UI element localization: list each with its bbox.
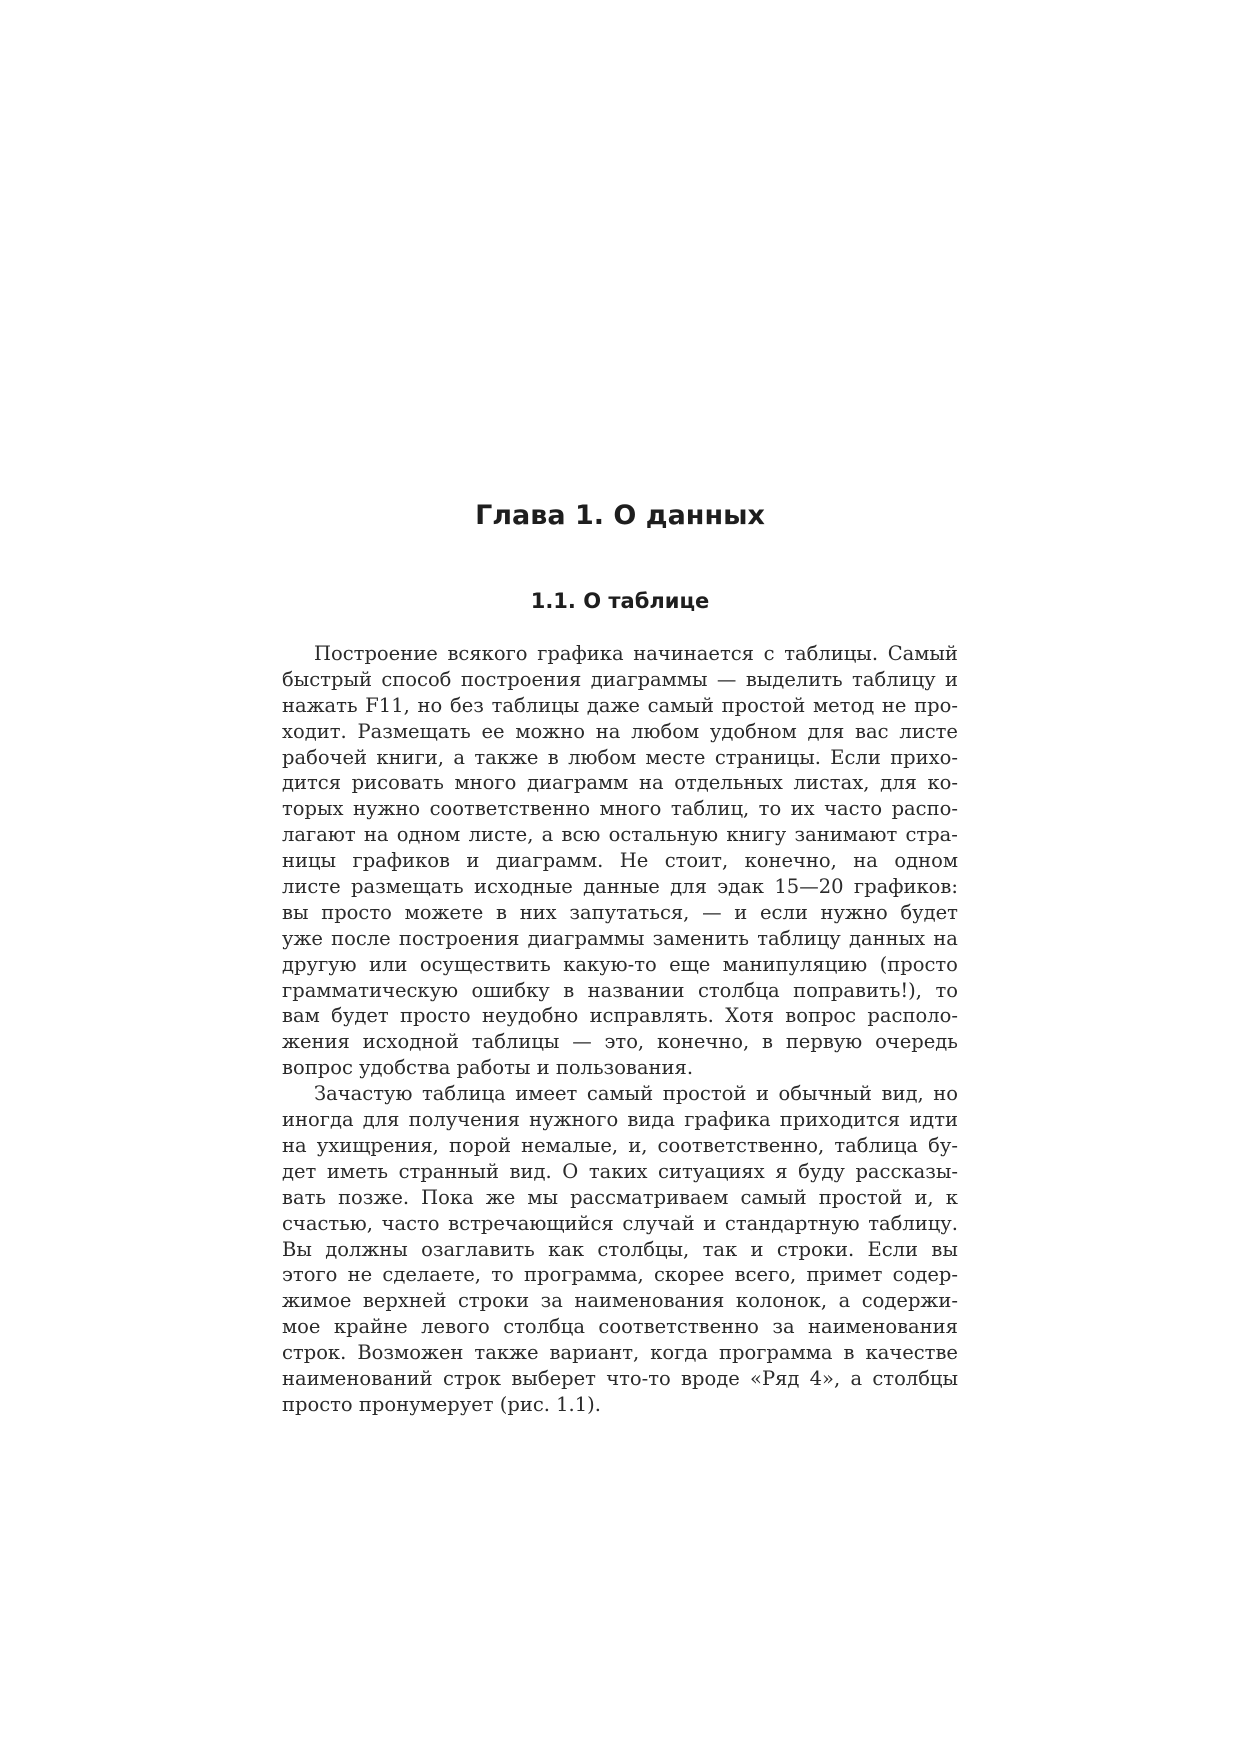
text-line: дет иметь странный вид. О таких ситуациях я буду рассказы-	[282, 1159, 958, 1183]
text-line: строк. Возможен также вариант, когда программа в качестве	[282, 1341, 958, 1365]
text-line: наименований строк выберет что-то вроде «Ряд 4», а столбцы	[282, 1366, 958, 1390]
text-line: жения исходной таблицы — это, конечно, в первую очередь	[282, 1030, 958, 1054]
text-line: рабочей книги, а также в любом месте страницы. Если прихо-	[282, 745, 958, 769]
text-line: счастью, часто встречающийся случай и стандартную таблицу.	[282, 1211, 958, 1235]
text-line: жимое верхней строки за наименования колонок, а содержи-	[282, 1289, 958, 1313]
text-line: вы просто можете в них запутаться, — и если нужно будет	[282, 900, 958, 924]
text-line: Построение всякого графика начинается с таблицы. Самый	[314, 642, 958, 665]
text-line: этого не сделаете, то программа, скорее всего, примет содер-	[282, 1263, 958, 1287]
body-text	[282, 641, 958, 1418]
text-line: другую или осуществить какую-то еще манипуляцию (просто	[282, 952, 958, 976]
text-line: Вы должны озаглавить как столбцы, так и строки. Если вы	[282, 1237, 958, 1261]
text-line: иногда для получения нужного вида графика приходится идти	[282, 1108, 958, 1132]
chapter-title: Глава 1. О данных	[475, 500, 765, 531]
paragraph	[282, 1081, 958, 1418]
text-line: вать позже. Пока же мы рассматриваем самый простой и, к	[282, 1185, 958, 1209]
text-line: вам будет просто неудобно исправлять. Хотя вопрос располо-	[282, 1004, 958, 1028]
text-line: ницы графиков и диаграмм. Не стоит, конечно, на одном	[282, 849, 958, 873]
text-line: ходит. Размещать ее можно на любом удобном для вас листе	[282, 719, 958, 743]
text-line: вопрос удобства работы и пользования.	[282, 1056, 694, 1080]
text-line: листе размещать исходные данные для эдак 15—20 графиков:	[282, 875, 958, 899]
text-line: нажать F11, но без таблицы даже самый простой метод не про-	[282, 693, 958, 717]
text-line: Зачастую таблица имеет самый простой и обычный вид, но	[314, 1082, 958, 1106]
section-title: 1.1. О таблице	[530, 589, 710, 613]
text-line: торых нужно соответственно много таблиц, то их часто распо-	[282, 797, 958, 821]
text-line: на ухищрения, порой немалые, и, соответственно, таблица бу-	[282, 1133, 958, 1157]
text-line: уже после построения диаграммы заменить таблицу данных на	[282, 926, 958, 950]
paragraph	[282, 641, 958, 1081]
text-line: грамматическую ошибку в названии столбца поправить!), то	[282, 978, 958, 1002]
text-line: быстрый способ построения диаграммы — выделить таблицу и	[282, 667, 958, 691]
text-line: мое крайне левого столбца соответственно за наименования	[282, 1315, 958, 1339]
text-line: лагают на одном листе, а всю остальную книгу занимают стра-	[282, 823, 958, 847]
text-line: дится рисовать много диаграмм на отдельных листах, для ко-	[282, 771, 958, 795]
text-line: просто пронумерует (рис. 1.1).	[282, 1392, 601, 1416]
